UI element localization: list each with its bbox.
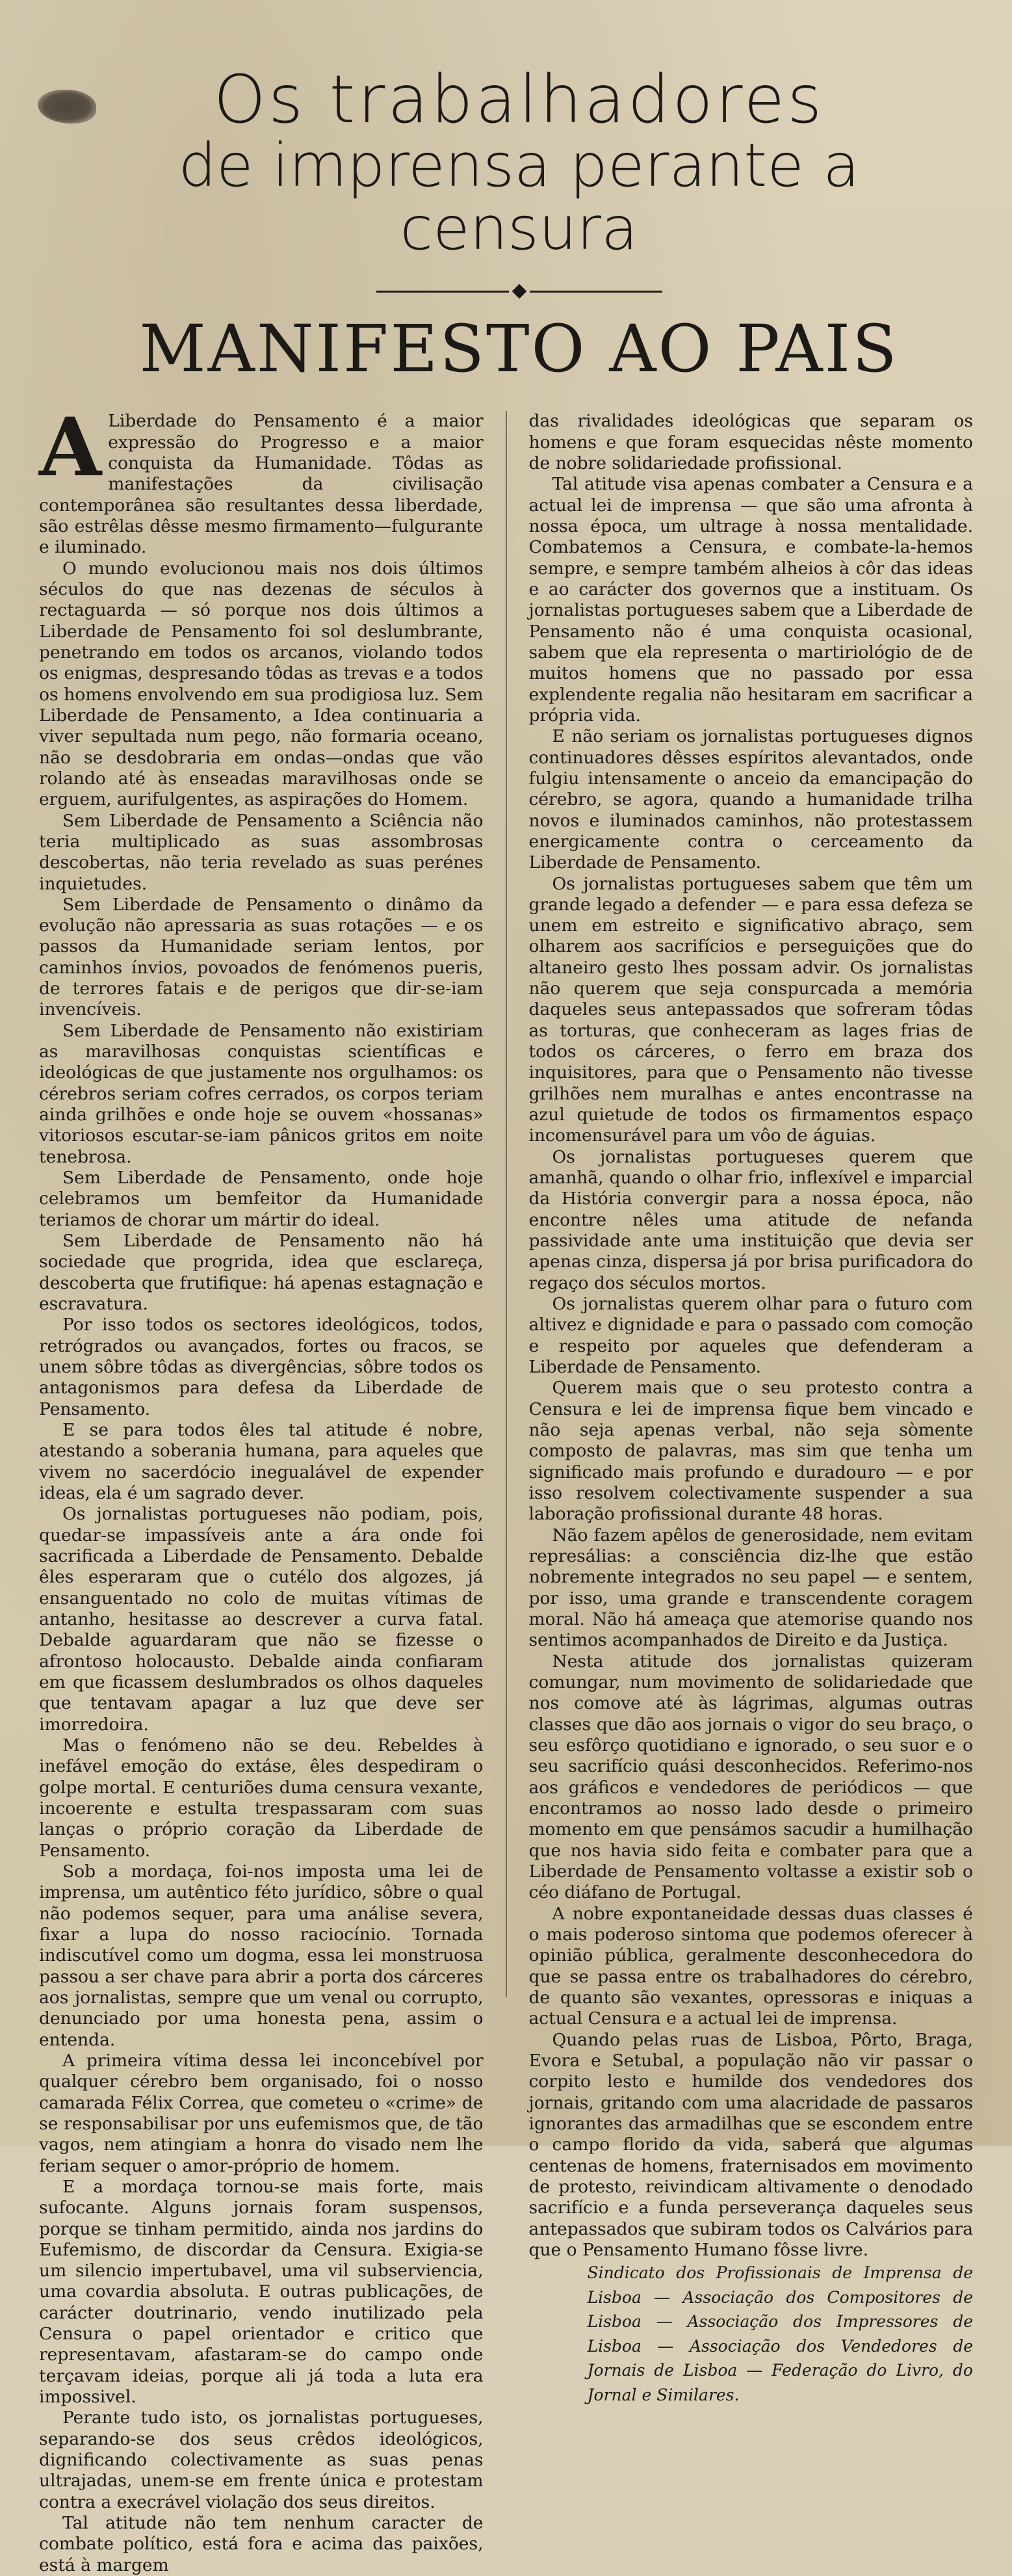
paragraph: E não seriam os jornalistas portugueses dignos continuadores dêsses espíritos alevantados, onde fulgiu intensamente o anceio da emancipação do cérebro, se agora, quando a humanidade trilha novos e iluminados caminhos, não protestassem energicamente contra o cerceamento da Liberdade de Pensamento.	[528, 726, 973, 873]
ink-stamp	[38, 90, 96, 124]
paragraph: das rivalidades ideológicas que separam os homens e que foram esquecidas nêste momento de nobre solidariedade profissional.	[528, 411, 973, 473]
paragraph: Quando pelas ruas de Lisboa, Pôrto, Braga, Evora e Setubal, a população não vir passar o corpito lesto e humilde dos vendedores dos jornais, gritando com uma alacridade de passaros ignorantes das armadilhas que se escondem entre o campo florido da vida, saberá que algumas centenas de homens, fraternisados em movimento de protesto, reivindicam altivamente o denodado sacrifício e a funda perseverança daqueles seus antepassados que subiram todos os Calvários para que o Pensamento Humano fôsse livre.	[528, 2029, 973, 2260]
paragraph-first	[39, 401, 484, 558]
paragraph: Querem mais que o seu protesto contra a Censura e lei de imprensa fique bem vincado e não seja apenas verbal, não seja sòmente composto de palavras, mas sim que tenha um significado mais profundo e duradouro — e por isso resolvem colectivamente suspender a sua laboração profissional durante 48 horas.	[528, 1378, 973, 1525]
drop-cap: A	[39, 401, 102, 495]
paragraph: Por isso todos os sectores ideológicos, todos, retrógrados ou avançados, fortes ou fracos, se unem sôbre tôdas as divergências, sôbre todos os antagonismos para defesa da Liberdade de Pensamento.	[39, 1315, 484, 1419]
paragraph: Não fazem apêlos de generosidade, nem evitam represálias: a consciência diz-lhe que estão nobremente integrados no seu papel — e sentem, por isso, uma grande e transcendente coragem moral. Não há ameaça que atemorise quando nos sentimos acompanhados de Direito e da Justiça.	[528, 1525, 973, 1651]
column-divider	[506, 411, 507, 1997]
left-column	[39, 401, 484, 2575]
paragraph: E se para todos êles tal atitude é nobre, atestando a soberania humana, para aqueles que vivem no sacerdócio inegualável de expender ideas, ela é um sagrado dever.	[39, 1420, 484, 1504]
ornament-bar-left	[376, 291, 509, 293]
signature-block: Sindicato dos Profissionais de Imprensa de Lisboa — Associação dos Compositores de Lisboa — Associação dos Impressores de Lisboa — Associação dos Vendedores de Jornais de Lisboa — Federação do Livro, do Jornal e Similares.	[587, 2263, 973, 2404]
title-block	[65, 61, 973, 388]
paragraph: Sem Liberdade de Pensamento o dinâmo da evolução não apressaria as suas rotações — e os passos da Humanidade seriam lentos, por caminhos ínvios, povoados de fenómenos pueris, de terrores fatais e de perigos que dir-se-iam invencíveis.	[39, 894, 484, 1020]
paragraph: Tal atitude visa apenas combater a Censura e a actual lei de imprensa — que são uma afronta à nossa época, um ultrage à nossa mentalidade. Combatemos a Censura, e combate-la-hemos sempre, e sempre também alheios à côr das ideas e ao carácter dos governos que a instituam. Os jornalistas portugueses sabem que a Liberdade de Pensamento não é uma conquista ocasional, sabem que ela representa o martiriológio de de muitos homens que no passado por essa explendente regalia não hesitaram em sacrificar a própria vida.	[528, 474, 973, 726]
paragraph: E a mordaça tornou-se mais forte, mais sufocante. Alguns jornais foram suspensos, porque se tinham permitido, ainda nos jardins do Eufemismo, de discordar da Censura. Exigia-se um silencio impertubavel, uma vil subserviencia, uma covardia absoluta. E outras publicações, de carácter doutrinario, vendo inutilizado pela Censura o papel orientador e critico que representavam, afastaram-se do campo onde terçavam ideias, porque ali já toda a luta era impossivel.	[39, 2176, 484, 2408]
paragraph: Os jornalistas portugueses sabem que têm um grande legado a defender — e para essa defeza se unem em estreito e significativo abraço, sem olharem aos sacrifícios e perseguições que do altaneiro gesto lhes possam advir. Os jornalistas não querem que seja conspurcada a memória daqueles seus antepassados que sofreram tôdas as torturas, que conheceram as lages frias de todos os cárceres, o ferro em braza dos inquisitores, para que o Pensamento não tivesse grilhões nem muralhas e antes encontrasse na azul quietude de todos os firmamentos espaço incomensurável para um vôo de águias.	[528, 873, 973, 1146]
ornament-diamond	[512, 284, 526, 299]
headline-line-2: de imprensa perante a censura	[178, 131, 860, 263]
paragraph: Sem Liberdade de Pensamento não existiriam as maravilhosas conquistas scientíficas e ideológicas de que justamente nos orgulhamos: os cérebros seriam cofres cerrados, os corpos teriam ainda grilhões e onde hoje se ouvem «hossanas» vitoriosos escutar-se-iam pânicos gritos em noite tenebrosa.	[39, 1020, 484, 1167]
paragraph: O mundo evolucionou mais nos dois últimos séculos do que nas dezenas de séculos à rectaguarda — só porque nos dois últimos a Liberdade de Pensamento foi sol deslumbrante, penetrando em todos os arcanos, violando todos os enigmas, despresando tôdas as trevas e a todos os homens envolvendo em sua prodigiosa luz. Sem Liberdade de Pensamento, a Idea continuaria a viver sepultada num pego, não formaria oceano, não se desdobraria em ondas—ondas que vão rolando até às enseadas maravilhosas onde se erguem, aurifulgentes, as aspirações do Homem.	[39, 558, 484, 810]
headline-line-1: Os trabalhadores	[213, 61, 825, 138]
paragraph: Perante tudo isto, os jornalistas portugueses, separando-se dos seus crêdos ideológicos, dignificando colectivamente as suas penas ultrajadas, unem-se em frente única e protestam contra a execrável violação dos seus direitos.	[39, 2408, 484, 2512]
subtitle-manifesto: MANIFESTO AO PAIS	[139, 311, 899, 388]
paragraph-text: Liberdade do Pensamento é a maior expressão do Progresso e a maior conquista da Humanidade. Tôdas as manifestações da civilisação contemporânea são resultantes dessa liberdade, são estrêlas dêsse mesmo firmamento—fulgurante e iluminado.	[39, 411, 484, 558]
paragraph: Tal atitude não tem nenhum caracter de combate político, está fora e acima das paixões, está à margem	[39, 2513, 484, 2575]
paragraph: Os jornalistas querem olhar para o futuro com altivez e dignidade e para o passado com comoção e respeito por aqueles que defenderam a Liberdade de Pensamento.	[528, 1294, 973, 1378]
paragraph: Os jornalistas portugueses não podiam, pois, quedar-se impassíveis ante a ára onde foi sacrificada a Liberdade de Pensamento. Debalde êles esperaram que o cutélo dos algozes, já ensanguentado no colo de muitas vítimas de antanho, hesitasse ao descrever a curva fatal. Debalde aguardaram que não se fizesse o afrontoso holocausto. Debalde ainda confiaram em que ficassem deslumbrados os olhos daqueles que tentavam apagar a luz que deve ser imorredoira.	[39, 1504, 484, 1735]
paragraph: Nesta atitude dos jornalistas quizeram comungar, num movimento de solidariedade que nos comove até às lágrimas, algumas outras classes que dão aos jornais o vigor do seu braço, o seu esfôrço quotidiano e ignorado, o seu suor e o seu sacrifício quási desconhecidos. Referimo-nos aos gráficos e vendedores de periódicos — que encontramos ao nosso lado desde o primeiro momento em que pensámos sacudir a humilhação que nos havia sido feita e combater para que a Liberdade de Pensamento voltasse a existir sob o céo diáfano de Portugal.	[528, 1651, 973, 1903]
ornament-bar-right	[530, 291, 662, 293]
paragraph: Mas o fenómeno não se deu. Rebeldes à inefável emoção do extáse, êles despediram o golpe mortal. E centuriões duma censura vexante, incoerente e estulta trespassaram com suas lanças o próprio coração da Liberdade de Pensamento.	[39, 1735, 484, 1861]
paragraph: Sob a mordaça, foi-nos imposta uma lei de imprensa, um autêntico féto jurídico, sôbre o qual não podemos sequer, para uma análise severa, fixar a lupa do nosso raciocínio. Tornada indiscutível como um dogma, essa lei monstruosa passou a ser chave para abrir a porta dos cárceres aos jornalistas, sempre que um venal ou corrupto, denunciado por uma honesta pena, assim o entenda.	[39, 1861, 484, 2050]
paragraph: Sem Liberdade de Pensamento a Sciência não teria multiplicado as suas assombrosas descobertas, não teria revelado as suas perénes inquietudes.	[39, 810, 484, 894]
paragraph: Sem Liberdade de Pensamento não há sociedade que progrida, idea que esclareça, descoberta que frutifique: há apenas estagnação e escravatura.	[39, 1231, 484, 1315]
right-column	[528, 411, 974, 2404]
paragraph: A primeira vítima dessa lei inconcebível por qualquer cérebro bem organisado, foi o nosso camarada Félix Correa, que cometeu o «crime» de se responsabilisar por uns eufemismos que, de tão vagos, nem atingiam a honra do visado nem lhe feriam sequer o amor-próprio de homem.	[39, 2050, 484, 2176]
text-columns	[39, 401, 973, 2575]
paragraph: A nobre expontaneidade dessas duas classes é o mais poderoso sintoma que podemos oferecer à opinião pública, geralmente desconhecedora do que se passa entre os trabalhadores do cérebro, de quanto são vexantes, opressoras e iniquas a actual Censura e a actual lei de imprensa.	[528, 1903, 973, 2029]
paragraph: Sem Liberdade de Pensamento, onde hoje celebramos um bemfeitor da Humanidade teriamos de chorar um mártir do ideal.	[39, 1168, 484, 1230]
paragraph: Os jornalistas portugueses querem que amanhã, quando o olhar frio, inflexível e imparcial da História convergir para a nossa época, não encontre nêles uma atitude de nefanda passividade ante uma instituição que devia ser apenas cinza, dispersa já por brisa purificadora do regaço dos séculos mortos.	[528, 1146, 973, 1293]
ornament-divider	[376, 286, 662, 296]
